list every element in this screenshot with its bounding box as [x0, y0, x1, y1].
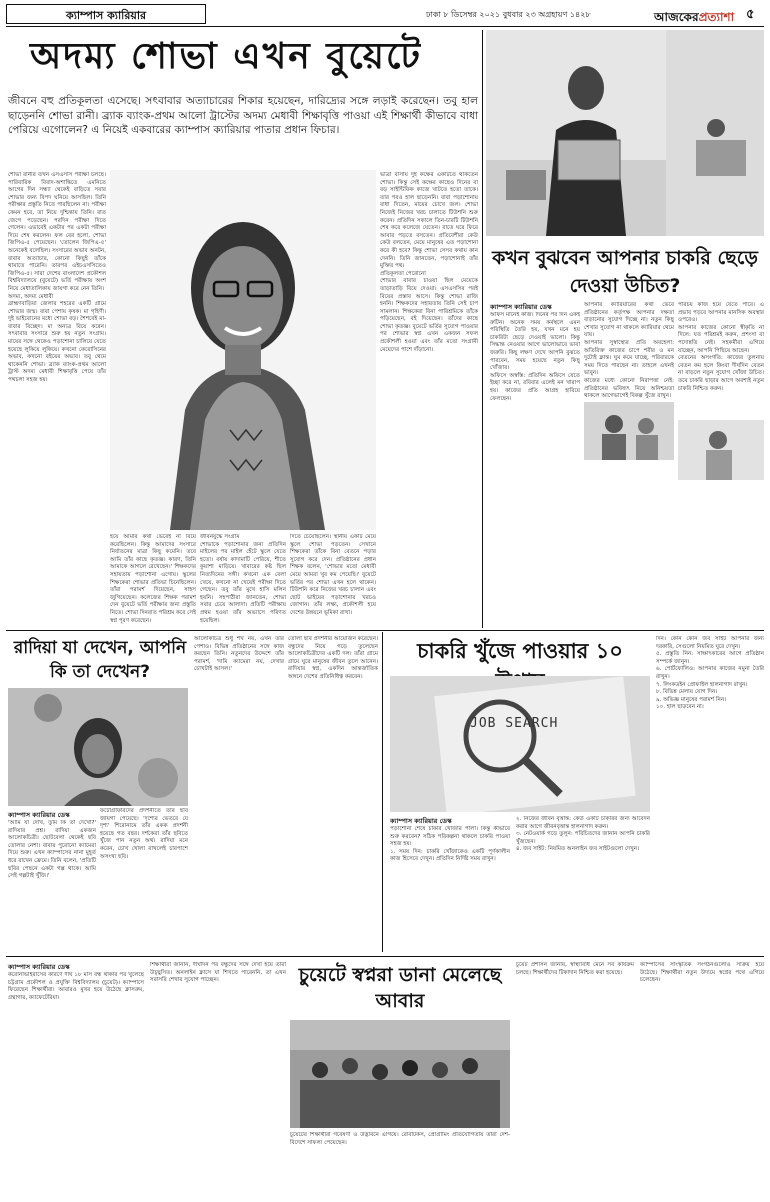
radia-column-2: ফটোগ্রাফারদের প্রদর্শনীতে তাঁর ছবি জায়গা পেয়েছে। 'দৃশ্যের ভেতরে যে দৃশ্য' শিরোনামে তাঁর একক প্রদর্শনী হয়েছে গত বছর। দর্শকেরা তাঁর ছবিতে খুঁজে পান নতুন অর্থ। রাদিয়া মনে করেন, চোখ খোলা রাখলেই চারপাশে অসংখ্য ছবি।: [100, 808, 188, 860]
office-illustration: [486, 30, 764, 236]
cuet-column-1: করোনাভাইরাসের কারণে দীর্ঘ ১৮ মাস বন্ধ থাকার পর খুলেছে চট্টগ্রাম প্রকৌশল ও প্রযুক্তি বিশ্ববিদ্যালয় (চুয়েট)। ক্যাম্পাসে ফিরেছেন শিক্ষার্থীরা। আবারও মুখর হয়ে উঠেছে ক্লাসরুম, গ্রন্থাগার, ক্যাফেটেরিয়া।: [8, 972, 144, 1001]
vertical-rule-top: [482, 30, 483, 628]
lead-headline: অদম্য শোভা এখন বুয়েটে: [30, 35, 423, 77]
page-number: ৫: [746, 7, 755, 22]
cuet-column-3: চুয়েটের শিক্ষার্থীরা গবেষণা ও উদ্ভাবনে এগিয়ে। রোবটিকস, প্রোগ্রামিং প্রতিযোগিতায় তাঁরা দেশ-বিদেশে সাফল্য পেয়েছেন।: [290, 1132, 510, 1146]
header-bar: [6, 4, 764, 24]
cuet-headline: চুয়েটে স্বপ্নরা ডানা মেলেছে আবার: [298, 964, 502, 1012]
job-search-headline: চাকরি খুঁজে পাওয়ার ১০: [417, 639, 623, 663]
cuet-illustration: [290, 1020, 510, 1128]
cuet-group-photo: [290, 1020, 510, 1128]
shova-portrait: [110, 170, 376, 530]
lead-column-4: জীবনযুদ্ধে সংগ্রাম শোভাকে পড়াশোনার জন্য প্রতিদিন মাইলের পর মাইল হেঁটে স্কুলে যেতে হতো। বর্ষায় কাদামাটি পেরিয়ে, শীতে কুয়াশা মাড়িয়ে। খাবারের কষ্ট ছিল নিত্যদিনের সঙ্গী। কখনো এক বেলা খেয়ে, কখনো না খেয়েই পরীক্ষা দিতে গেছেন। তবু তাঁর মুখে হাসি মলিন হয়নি। সহপাঠীরা জানতেন, শোভা সবার চেয়ে আলাদা। প্রতিটি পরীক্ষায় প্রথম হওয়া তাঁর অভ্যাসে পরিণত হয়েছিল।: [200, 534, 286, 624]
job-search-photo: [390, 676, 650, 812]
header-rule: [6, 26, 764, 27]
cuet-column-4: চুয়েট প্রশাসন জানায়, স্বাস্থ্যবিধি মেনে সব কার্যক্রম চলছে। শিক্ষার্থীদের টিকাদান নিশ্চিত করা হয়েছে।: [516, 962, 634, 976]
mid-rule: [6, 630, 764, 631]
bottom-section-rule: [6, 956, 764, 957]
section-title: ক্যাম্পাস ক্যারিয়ার: [66, 9, 147, 22]
job-search-desk: ক্যাম্পাস ক্যারিয়ার ডেস্ক: [390, 817, 452, 825]
cuet-column-5: ক্যাম্পাসের সাংস্কৃতিক সংগঠনগুলোও সক্রিয় হয়ে উঠেছে। শিক্ষার্থীরা নতুন উদ্যমে স্বপ্নের পথে এগিয়ে চলেছেন।: [640, 962, 764, 984]
meeting-photo-1: [584, 402, 674, 460]
radia-illustration: [8, 688, 188, 806]
paper-logo: [654, 6, 734, 22]
radia-photo: [8, 688, 188, 806]
lead-column-1: শোভা রানীর তখন এসএসসি পরীক্ষা চলছে। পারিবারিক বিবাদ-অশান্তিতে এমনিতে আগের দিন সন্ধ্যা থেকেই বাড়িতে সবার শোভার জন্য বিপদ ঘনিয়ে আসছিল। তিনি পরীক্ষার প্রস্তুতি নিতে পারছিলেন না। পরীক্ষা কেমন হবে, তা নিয়ে দুশ্চিন্তায় তিনি। রাত জেগে পড়েছেন। পরদিন পরীক্ষা দিতে গেলেন। এভাবেই একটার পর একটা পরীক্ষা দিয়ে শেষ করলেন। ফল বের হলো, শোভা জিপিএ-৫ পেয়েছেন। 'তোলেন জিপিএ-৫' অনেকেই বলেছিল। সংসারের অভাব অনটন, বাবার অত্যাচার, কোনো কিছুই তাঁকে থামাতে পারেনি। তারপর এইচএসসিতেও জিপিএ-৫। সারা দেশের বাংলাদেশ প্রকৌশল বিশ্ববিদ্যালয়ে (বুয়েটে) ভর্তি পরীক্ষায় অংশ নিয়ে মেধাতালিকায় জায়গা করে নেন তিনি। অদম্য, অদম্য মেধাবী ব্রাহ্মণবাড়িয়া জেলার শহরের একটি গ্রামে শোভার জন্ম। বাবা পেশায় কৃষক। মা গৃহিণী। দুই ভাইবোনের মধ্যে শোভা বড়। শৈশবেই মা-বাবার বিচ্ছেদ। মা অন্যত্র বিয়ে করেন। সৎবাবার সংসারে শুরু হয় নতুন সংগ্রাম। মায়ের সঙ্গে থেকেও পড়াশোনা চালিয়ে যেতে হয়েছে লুকিয়ে লুকিয়ে। কখনো কেরোসিনের অভাব, কখনো বইয়ের অভাব। তবু থেমে থাকেননি শোভা। ব্র্যাক ব্যাংক-প্রথম আলো ট্রাস্ট অদম্য মেধাবী শিক্ষাবৃত্তি পেয়ে তাঁর পথচলা সহজ হয়।: [8, 172, 106, 384]
meeting-illustration-2: [678, 420, 764, 480]
paper-name-brand: প্রত্যাশা: [698, 10, 735, 24]
radia-headline: রাদিয়া যা দেখেন, আপনি কি তা দেখেন?: [13, 638, 187, 682]
meeting-illustration-1: [584, 402, 674, 460]
job-search-column-1: পড়াশোনা শেষে চাকরি খোঁজার পালা। কিন্তু কীভাবে শুরু করবেন? সঠিক পরিকল্পনা থাকলে চাকরি পাওয়া সহজ হয়। ১. সময় দিন: চাকরি খোঁজাকেও একটি পূর্ণকালীন কাজ হিসেবে দেখুন। প্রতিদিন নির্দিষ্ট সময় রাখুন।: [390, 826, 510, 863]
quit-job-desk: ক্যাম্পাস ক্যারিয়ার ডেস্ক: [490, 303, 552, 311]
meeting-photo-2: [678, 420, 764, 480]
quit-job-column-3: পরিচয় কাজ হয়ে যেতে পারে। এ প্রভাব পড়বে আপনার মানসিক অবস্থার ওপরেও। আপনার কাজের কোনো স্বীকৃতি না দিলে: যত পরিশ্রমই করুন, প্রশংসা বা পদোন্নতি নেই। সহকর্মীরা এগিয়ে যাচ্ছেন, আপনি পিছিয়ে আছেন। বেতনের অসংগতি: কাজের তুলনায় বেতন কম হলে কিংবা দীর্ঘদিন বেতন না বাড়লে নতুন সুযোগ খোঁজা উচিত। তবে চাকরি ছাড়ার আগে অবশ্যই নতুন চাকরি নিশ্চিত করুন।: [678, 302, 764, 392]
lead-column-5: দিতে চেয়েছিলেন। স্থানীয় একটি মেয়ে স্কুলে শোভা পড়তেন। সেখানে শিক্ষকেরা তাঁকে বিনা বেতনে পড়ার সুযোগ করে দেন। প্রতিষ্ঠানের প্রধান শিক্ষক বলেন, 'শোভার মতো মেধাবী মেয়ে আমরা খুব কম পেয়েছি।' বুয়েটে ভর্তির পর শোভা এখন হলে থাকেন। টিউশনি করে নিজের খরচ চালান এবং ছোট ভাইয়ের পড়াশোনার খরচও জোগান। তাঁর লক্ষ্য, প্রকৌশলী হয়ে দেশের উন্নয়নে ভূমিকা রাখা।: [290, 534, 376, 616]
lead-column-2: ভাত্রা বাসায় দুই কক্ষের একটিতে থাকতেন শোভা। কিন্তু সেই কক্ষের কাছেও দিনের বা বড় সাইন্টিফিক কাজে খাটতে হতো তাকে। তার পরও হাল ছাড়েননি। বাবা পড়াশোনায় বাধা দিতেন, মায়ের চোখে জল। শোভা নিজেই নিজের খরচ চালাতে টিউশনি শুরু করেন। প্রতিদিন সকালে তিন-চারটি টিউশনি শেষ করে কলেজে যেতেন। রাতে ঘরে ফিরে আবার পড়তে বসতেন। প্রতিবেশীরা কেউ কেউ বলতেন, মেয়ে মানুষের এত পড়াশোনা করে কী হবে? কিন্তু শোভা সেসব কথায় কান দেননি। তিনি জানতেন, পড়াশোনাই তাঁর মুক্তির পথ। প্রতিকূলতা পেরোনো শোভার বাবার চাওয়া ছিল মেয়েকে তাড়াতাড়ি বিয়ে দেওয়া। এসএসসির পরই বিয়ের প্রস্তাব আসে। কিন্তু শোভা রাজি হননি। শিক্ষকদের সহায়তায় তিনি সেই চাপ সামলান। শিক্ষকেরা বিনা পারিশ্রমিকে তাঁকে পড়িয়েছেন, বই দিয়েছেন। তাঁদের কাছে শোভা কৃতজ্ঞ। বুয়েটে ভর্তির সুযোগ পাওয়ার পর শোভার স্বপ্ন এখন একজন সফল প্রকৌশলী হওয়া এবং তাঁর মতো সংগ্রামী মেয়েদের পাশে দাঁড়ানো।: [380, 172, 478, 353]
job-search-column-2: ২. নিজের জীবন বৃত্তান্ত: কেউ একটি চাকরির জন্য আবেদন করার আগে জীবনবৃত্তান্ত হালনাগাদ করুন। ৩. নেটওয়ার্ক গড়ে তুলুন: পরিচিতদের জানান আপনি চাকরি খুঁজছেন। ৪. জব সাইট: নিয়মিত অনলাইন জব সাইটগুলো দেখুন।: [516, 816, 650, 853]
radia-column-4: তোলা ছবি প্রদর্শনীর আয়োজন করেছেন। বন্ধুদের নিয়ে গড়ে তুলেছেন আলোকচিত্রীদের একটি দল। তাঁরা গ্রামে গ্রামে ঘুরে মানুষের জীবন তুলে আনেন। রাদিয়ার স্বপ্ন, একদিন আন্তর্জাতিক অঙ্গনে দেশের প্রতিনিধিত্ব করবেন।: [288, 636, 378, 680]
quit-job-column-2: আপনার ক্যারিয়ারের কথা ভেবে প্রতিষ্ঠানের কর্তৃপক্ষ আপনার দক্ষতা বাড়ানোর সুযোগ দিচ্ছে না। নতুন কিছু শেখার সুযোগ না থাকলে ক্যারিয়ার থেমে যায়। আপনার সুস্বাস্থ্যের প্রতি অবহেলা: অতিরিক্ত কাজের চাপে শরীর ও মন দুটোই ক্লান্ত। ঘুম কমে যাচ্ছে, পরিবারকে সময় দিতে পারছেন না। তাহলে এখনই ভাবুন। কাজের মধ্যে কোনো নিরাপত্তা নেই: প্রতিষ্ঠানের ভবিষ্যৎ নিয়ে অনিশ্চয়তা থাকলে আগেভাগেই বিকল্প খুঁজে রাখুন।: [584, 302, 674, 400]
radia-column-3: আলোকচিত্র শুধু শখ নয়, এখন তাঁর পেশাও। বিভিন্ন প্রতিষ্ঠানের সঙ্গে কাজ করছেন তিনি। নতুনদের উদ্দেশে তাঁর পরামর্শ, 'দামি ক্যামেরা নয়, দেখার চোখটাই আসল।': [194, 636, 284, 673]
quit-job-headline: কখন বুঝবেন আপনার চাকরি ছেড়ে দেওয়া উচিত?: [492, 247, 758, 297]
paper-name-prefix: আজকের: [654, 10, 699, 24]
job-search-photo-text: JOB SEARCH: [470, 716, 559, 731]
cuet-column-2: শিক্ষার্থীরা জানান, দীর্ঘদিন পর বন্ধুদের সঙ্গে দেখা হয়ে তাঁরা উচ্ছ্বসিত। অনলাইন ক্লাসে যা শিখতে পারেননি, তা এখন সরাসরি শেখার সুযোগ পাচ্ছেন।: [150, 962, 286, 984]
office-photo: [486, 30, 764, 236]
job-search-illustration: [390, 676, 650, 812]
job-search-column-3: দিন। কোন কোন জব সাইট আপনার জন্য দরকারি, সেগুলো নিয়মিত ঘুরে দেখুন। ৫. প্রস্তুতি নিন: সাক্ষাৎকারের আগে প্রতিষ্ঠান সম্পর্কে জানুন। ৬. পোর্টফোলিও: আপনার কাজের নমুনা তৈরি রাখুন। ৭. লিংকডইন প্রোফাইল হালনাগাদ রাখুন। ৮. বিভিন্ন মেলায় যোগ দিন। ৯. অভিজ্ঞ মানুষের পরামর্শ নিন। ১০. হাল ছাড়বেন না।: [656, 636, 764, 711]
radia-desk: ক্যাম্পাস ক্যারিয়ার ডেস্ক: [8, 811, 70, 819]
dateline: ঢাকা ৮ ডিসেম্বর ২০২১ বুধবার ২৩ অগ্রহায়ণ ১৪২৮: [426, 10, 591, 19]
portrait-illustration: [110, 170, 376, 530]
radia-column-1: 'আমি যা দেখি, তুমি কি তা দেখো?' রাদিয়ার প্রশ্ন। রাদিয়া একজন আলোকচিত্রী। ছোটবেলা থেকেই ছবি তোলার নেশা। বাবার পুরোনো ক্যামেরা দিয়ে শুরু। এখন ক্যাম্পাসের নানা মুহূর্ত ধরে রাখেন ফ্রেমে। তিনি বলেন, 'প্রতিটি ছবির পেছনে একটা গল্প থাকে। আমি সেই গল্পটাই খুঁজি।': [8, 820, 96, 880]
lead-column-3: হয়ে আমার কথা ভেবেই না বিয়ে করেছিলেন। কিন্তু আমাদের সংসারে নির্যাতনের মাত্রা কিছু কমেনি। তবে আমি তাঁর কাছে কৃতজ্ঞ। কারণ, তিনি আমাকে আগলে রেখেছেন।' শিক্ষকদের সহায়তায় পড়াশোনা এগোয়। স্কুলের শিক্ষকেরা শোভার প্রতিভা চিনেছিলেন। তাঁরা পরামর্শ দিয়েছেন, সাহস জুগিয়েছেন। কলেজের শিক্ষক পরামর্শ দেন বুয়েটে ভর্তি পরীক্ষার জন্য প্রস্তুতি নিতে। শোভা দিনরাত পরিশ্রম করে সেই স্বপ্ন পূরণ করেছেন।: [110, 534, 196, 624]
quit-job-column-1: অফিস মানেই কাজ। দিনের পর দিন একই রুটিন। অনেক সময় কর্মস্থলে এমন পরিস্থিতি তৈরি হয়, যখন মনে হয় চাকরিটা ছেড়ে দেওয়াই ভালো। কিন্তু সিদ্ধান্ত নেওয়ার আগে ভালোভাবে ভাবা জরুরি। কিছু লক্ষণ দেখে আপনি বুঝতে পারবেন, সময় হয়েছে নতুন কিছু খোঁজার। অফিসে অস্বস্তি: প্রতিদিন অফিসে যেতে ইচ্ছা করে না, রবিবার এলেই মন খারাপ হয়। কাজের প্রতি আগ্রহ হারিয়ে ফেলছেন।: [490, 312, 580, 402]
lead-intro: জীবনে বহু প্রতিকূলতা এসেছে। সৎবাবার অত্যাচারের শিকার হয়েছেন, দারিদ্র্যের সঙ্গে লড়াই করেছেন। তবু হাল ছাড়েননি শোভা রানী। ব্র্যাক ব্যাংক-প্রথম আলো ট্রাস্টের অদম্য মেধাবী শিক্ষাবৃত্তি পাওয়া এই শিক্ষার্থী কীভাবে বাধা পেরিয়ে এগোলেন? এ নিয়েই একবারের ক্যাম্পাস ক্যারিয়ার পাতার প্রধান ফিচার।: [8, 95, 478, 136]
vertical-rule-mid: [382, 632, 383, 952]
cuet-desk: ক্যাম্পাস ক্যারিয়ার ডেস্ক: [8, 963, 70, 971]
